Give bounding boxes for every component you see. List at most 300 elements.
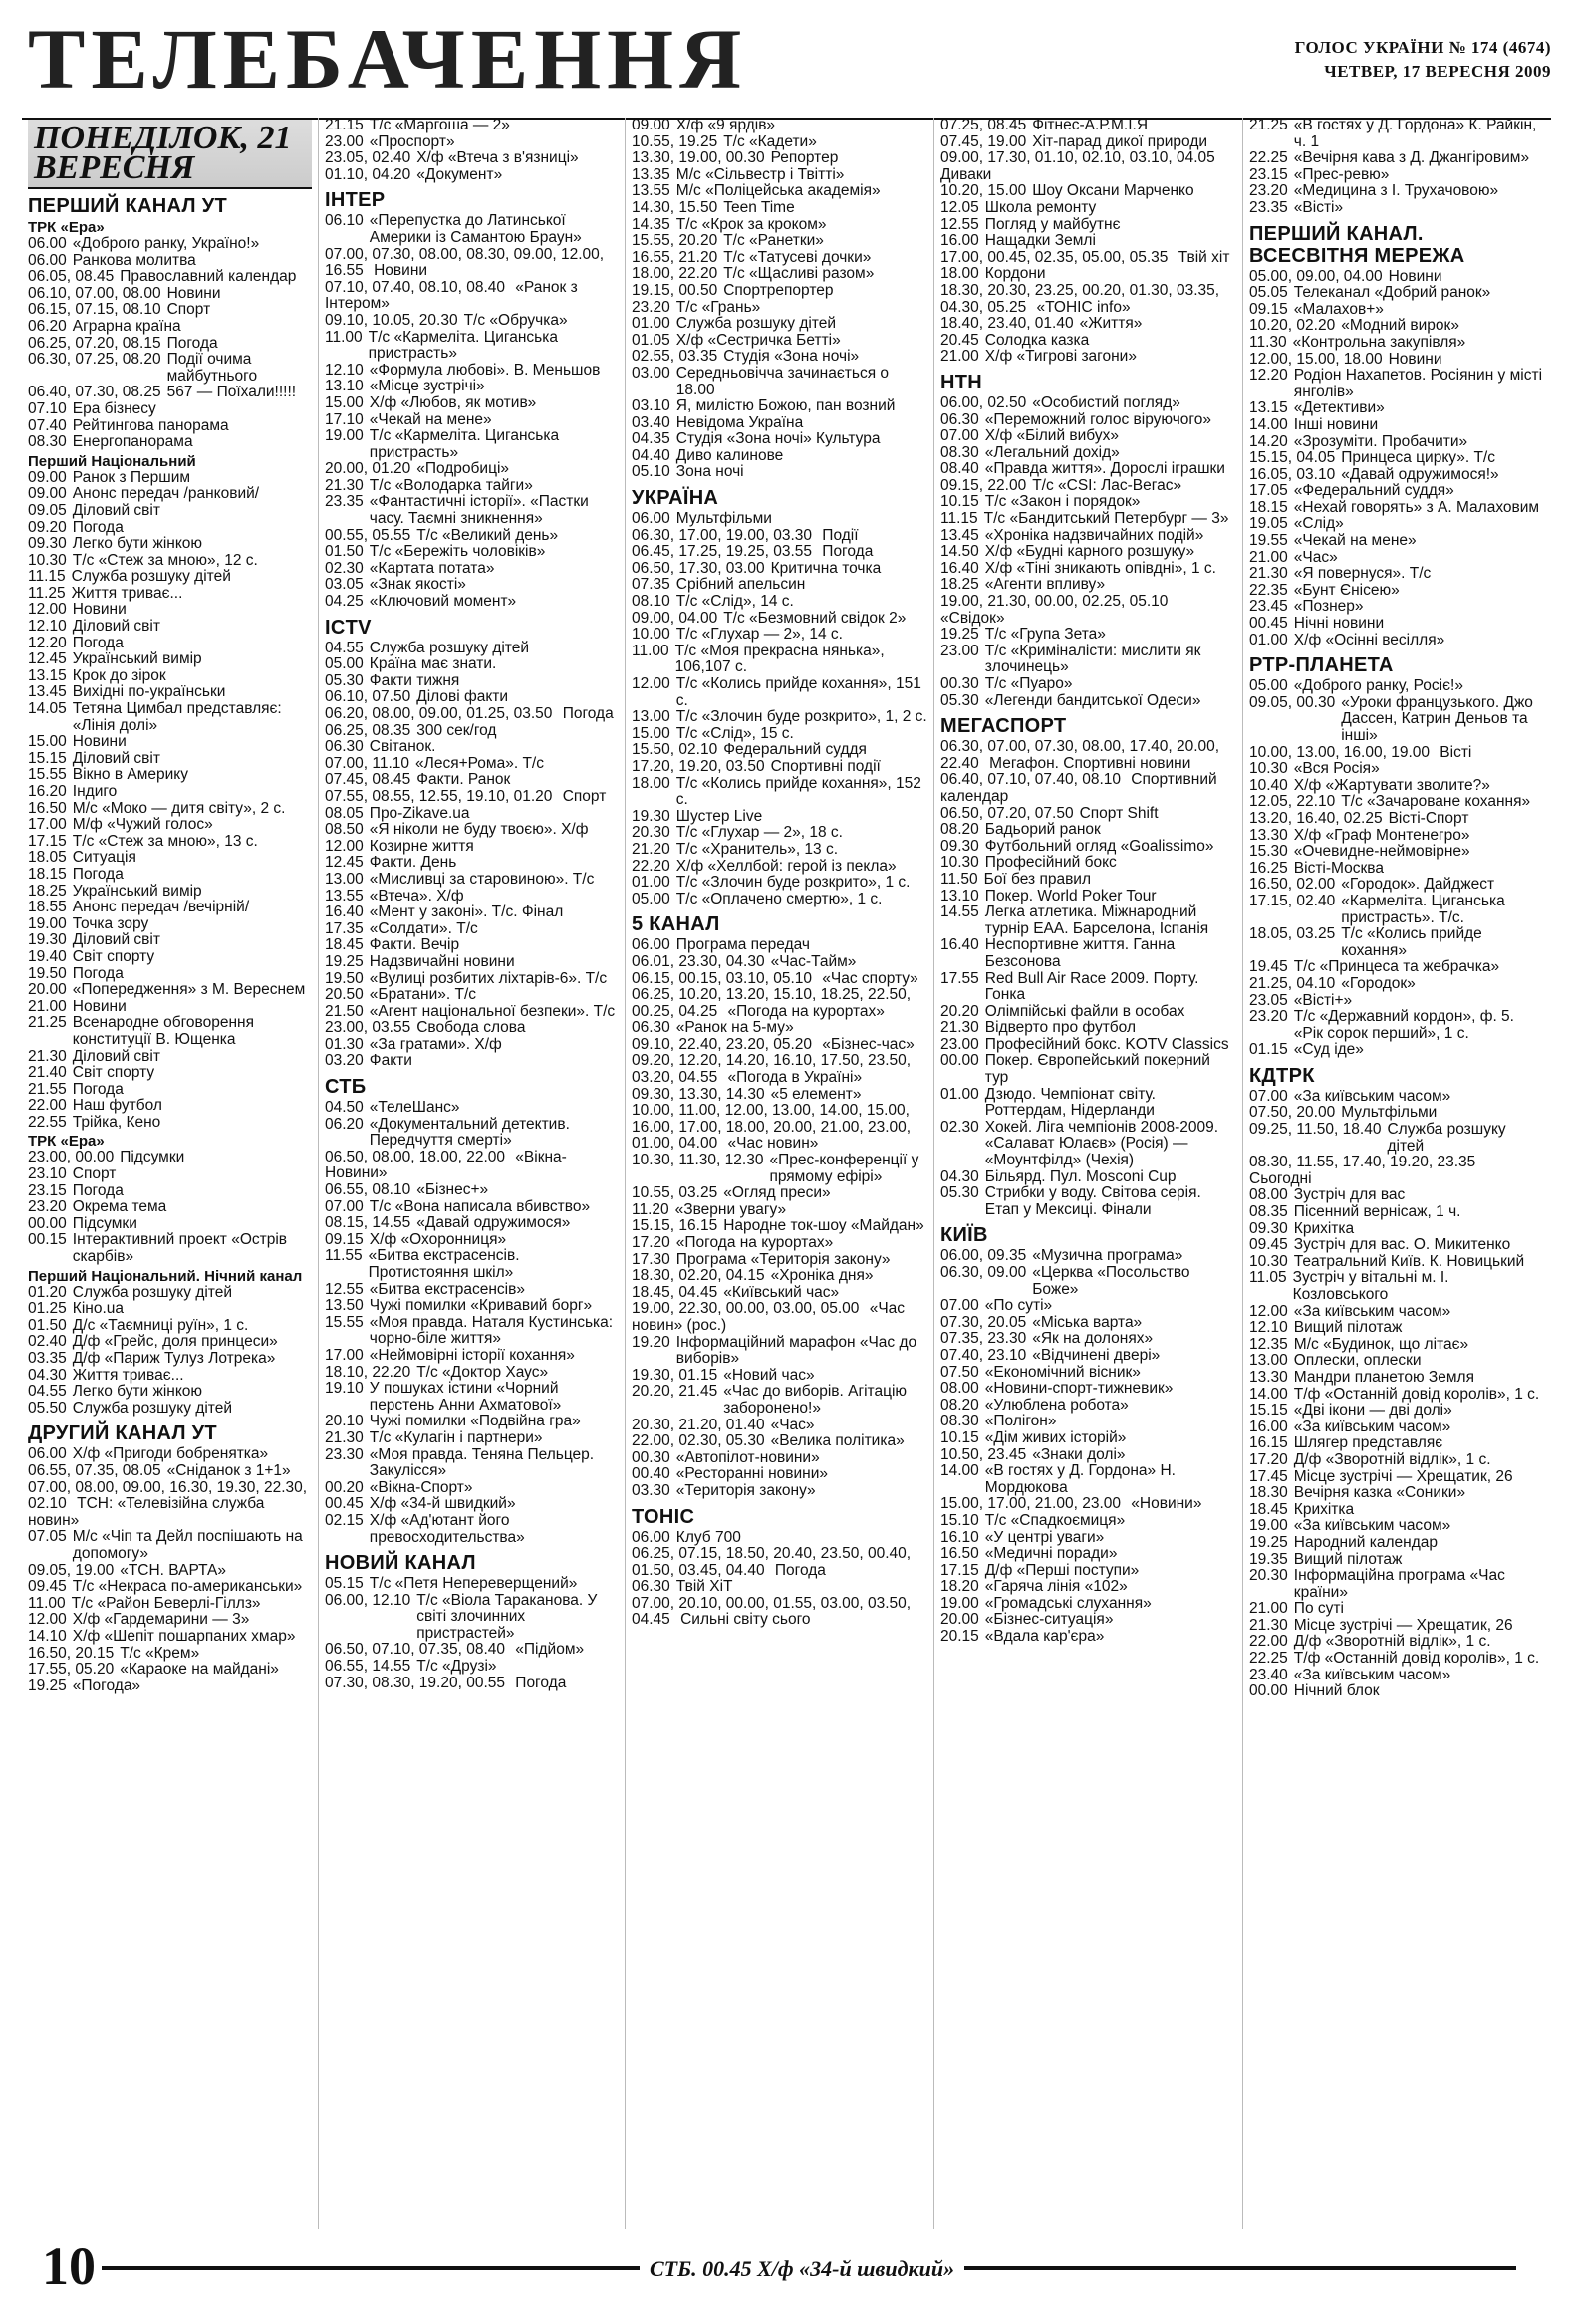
program-time: 05.00, 09.00, 04.00 xyxy=(1249,267,1383,285)
program-title: Х/ф «Будні карного розшуку» xyxy=(984,543,1195,561)
program-title: По суті xyxy=(1293,1600,1344,1618)
program-title: Т/с «Закон і порядок» xyxy=(984,493,1141,511)
program-time: 05.50 xyxy=(28,1399,67,1417)
program-row xyxy=(940,412,1236,429)
program-time: 07.50, 20.00 xyxy=(1249,1104,1336,1122)
program-time: 15.00 xyxy=(28,733,67,751)
program-title: М/с «Поліцейська академія» xyxy=(675,182,881,200)
program-title: Країна має знати. xyxy=(369,655,497,673)
program-row xyxy=(325,1593,619,1643)
program-title: Чужі помилки «Кривавий борг» xyxy=(369,1297,593,1315)
program-row xyxy=(28,1529,312,1562)
program-row xyxy=(1249,550,1545,567)
program-time: 09.00, 04.00 xyxy=(632,609,718,627)
program-title: Т/с «Хранитель», 13 с. xyxy=(675,840,839,858)
program-row xyxy=(632,1103,927,1153)
issue-date: ЧЕТВЕР, 17 ВЕРЕСНЯ 2009 xyxy=(1324,62,1551,81)
program-time: 17.20, 19.20, 03.50 xyxy=(632,757,765,775)
program-time: 18.15 xyxy=(28,865,67,883)
program-row xyxy=(325,544,619,561)
program-time: 18.00 xyxy=(940,265,979,283)
program-time: 05.30 xyxy=(940,1184,979,1202)
program-row xyxy=(632,349,927,366)
program-time: 13.35 xyxy=(632,165,670,183)
program-title: Погода xyxy=(515,1674,567,1691)
program-time: 01.50 xyxy=(325,543,364,561)
program-row xyxy=(28,651,312,668)
program-row xyxy=(325,689,619,706)
program-row xyxy=(28,1065,312,1082)
program-row xyxy=(632,1020,927,1037)
program-title: Т/с «Кармеліта. Циганська пристрасть» xyxy=(368,328,558,363)
program-time: 07.10 xyxy=(28,399,67,417)
program-time: 17.35 xyxy=(325,919,364,937)
program-title: Т/с «Колись прийде кохання», 151 с. xyxy=(675,675,921,709)
program-row xyxy=(1249,516,1545,533)
program-row xyxy=(940,478,1236,495)
program-time: 06.00 xyxy=(28,1445,67,1463)
program-time: 03.05 xyxy=(325,576,364,594)
program-time: 04.35 xyxy=(632,430,670,448)
program-time: 02.40 xyxy=(28,1333,67,1351)
program-time: 22.25 xyxy=(1249,149,1288,167)
program-title: Т/с «Кулагін і партнери» xyxy=(369,1428,543,1446)
program-time: 22.00, 02.30, 05.30 xyxy=(632,1432,765,1450)
program-title: Кордони xyxy=(984,265,1046,283)
program-title: Т/ф «Останній довід королів», 1 с. xyxy=(1293,1650,1540,1668)
program-title: Програма передач xyxy=(675,936,810,954)
program-time: 07.00 xyxy=(940,1297,979,1315)
program-title: «Полігон» xyxy=(984,1413,1057,1430)
program-title: Т/с «Колись прийде кохання», 152 с. xyxy=(675,774,921,809)
program-time: 18.05 xyxy=(28,849,67,867)
program-title: «Малахов+» xyxy=(1293,300,1384,318)
program-row xyxy=(632,709,927,726)
program-title: Т/с «Бандитський Петербург — 3» xyxy=(983,510,1229,528)
program-time: 06.00, 12.10 xyxy=(325,1591,411,1609)
program-row xyxy=(325,1576,619,1593)
program-title: Діловий світ xyxy=(72,749,160,767)
program-row xyxy=(940,1447,1236,1464)
program-time: 00.30 xyxy=(632,1448,670,1466)
program-time: 06.55, 07.35, 08.05 xyxy=(28,1461,161,1479)
program-title: «Я повернуся». Т/с xyxy=(1293,565,1432,583)
program-row xyxy=(632,809,927,826)
program-title: Х/ф «Любов, як мотив» xyxy=(369,393,537,411)
program-time: 22.55 xyxy=(28,1113,67,1131)
program-row xyxy=(28,636,312,652)
program-time: 04.30 xyxy=(28,1366,67,1384)
program-time: 11.50 xyxy=(940,870,978,888)
program-title: Український вимір xyxy=(72,882,202,900)
program-row xyxy=(632,1418,927,1434)
program-row xyxy=(940,1398,1236,1415)
program-row xyxy=(325,1414,619,1430)
program-row xyxy=(940,937,1236,970)
program-row xyxy=(28,503,312,520)
program-row xyxy=(325,1298,619,1315)
program-time: 09.05, 00.30 xyxy=(1249,693,1336,711)
program-row xyxy=(325,889,619,905)
program-time: 07.30, 20.05 xyxy=(940,1313,1027,1331)
program-time: 21.00 xyxy=(28,997,67,1015)
day-title: ПОНЕДІЛОК, 21 ВЕРЕСНЯ xyxy=(28,120,312,189)
program-title: Х/ф «Тигрові загони» xyxy=(984,348,1137,366)
program-title: Професійний бокс xyxy=(984,854,1117,872)
program-title: «Модний вирок» xyxy=(1341,317,1459,335)
program-row xyxy=(325,1150,619,1182)
program-time: 13.00 xyxy=(632,708,670,726)
program-title: Місце зустрічі — Хрещатик, 26 xyxy=(1293,1616,1513,1634)
program-title: Ера бізнесу xyxy=(72,399,156,417)
program-row xyxy=(632,1483,927,1500)
program-time: 08.35 xyxy=(1249,1203,1288,1221)
program-row xyxy=(1249,1552,1545,1569)
program-title: Діловий світ xyxy=(72,501,160,519)
program-row xyxy=(632,217,927,234)
program-title: Оплески, оплески xyxy=(1293,1352,1422,1370)
program-title: Спорт Shift xyxy=(1079,804,1159,822)
program-title: Т/с «Зачароване кохання» xyxy=(1341,793,1531,811)
program-time: 07.05 xyxy=(28,1528,67,1546)
program-time: 14.00 xyxy=(1249,1385,1288,1403)
program-row xyxy=(940,428,1236,445)
program-row xyxy=(632,464,927,481)
program-time: 01.00 xyxy=(940,1085,979,1103)
program-row xyxy=(632,366,927,398)
program-time: 05.30 xyxy=(325,671,364,689)
program-title: «Познер» xyxy=(1293,598,1364,616)
program-title: «Церква «Посольство Боже» xyxy=(1032,1264,1190,1298)
program-row xyxy=(940,150,1236,183)
program-title: «Вісті+» xyxy=(1293,991,1353,1009)
program-title: Т/с «Друзі» xyxy=(416,1658,497,1676)
program-title: Red Bull Air Race 2009. Порту. Гонка xyxy=(984,969,1199,1004)
program-title: Диваки xyxy=(940,165,992,183)
program-title: Новини xyxy=(72,601,127,619)
sub-channel-heading: Перший Національний xyxy=(28,452,196,470)
program-time: 19.00, 21.30, 00.00, 02.25, 05.10 xyxy=(940,593,1169,611)
program-time: 06.30, 09.00 xyxy=(940,1264,1027,1281)
program-title: Teen Time xyxy=(723,198,795,216)
program-row xyxy=(1249,400,1545,417)
program-time: 12.00, 15.00, 18.00 xyxy=(1249,350,1383,368)
program-time: 12.00 xyxy=(1249,1302,1288,1320)
program-row xyxy=(940,872,1236,889)
program-row xyxy=(28,884,312,901)
program-time: 10.30 xyxy=(940,854,979,872)
program-time: 07.00 xyxy=(1249,1087,1288,1105)
program-time: 03.10 xyxy=(632,397,670,415)
program-row xyxy=(1249,1469,1545,1486)
program-title: Ділові факти xyxy=(416,688,509,706)
program-title: Хокей. Ліга чемпіонів 2008-2009. «Салават Юлаєв» (Росія) — «Моунтфілд» (Чехія) xyxy=(984,1118,1219,1169)
program-row xyxy=(28,401,312,418)
program-title: «Федеральний суддя» xyxy=(1293,482,1454,500)
program-title: Т/с «Кадети» xyxy=(723,132,817,150)
program-title: Т/ф «Останній довід королів», 1 с. xyxy=(1293,1385,1540,1403)
program-title: «Фантастичні історії». «Пастки часу. Таємні зникнення» xyxy=(369,493,589,528)
program-title: «Документ» xyxy=(416,165,503,183)
program-row xyxy=(325,363,619,380)
program-title: ТСН: «Телевізійна служба новин» xyxy=(28,1495,265,1529)
program-time: 12.00 xyxy=(632,675,670,692)
program-row xyxy=(28,668,312,685)
program-row xyxy=(1249,450,1545,467)
program-time: 12.05, 22.10 xyxy=(1249,793,1336,811)
program-time: 16.50, 20.15 xyxy=(28,1644,115,1662)
program-time: 09.45 xyxy=(1249,1236,1288,1254)
program-title: Трійка, Кено xyxy=(72,1113,161,1131)
program-title: «Медичні поради» xyxy=(984,1545,1118,1563)
program-time: 17.55, 05.20 xyxy=(28,1661,115,1678)
program-row xyxy=(1249,1204,1545,1221)
program-row xyxy=(1249,500,1545,517)
program-time: 12.00 xyxy=(28,601,67,619)
program-title: «Вісті» xyxy=(1293,198,1344,216)
program-row xyxy=(940,461,1236,478)
program-title: Репортер xyxy=(770,149,839,167)
program-row xyxy=(632,1466,927,1483)
program-time: 19.25 xyxy=(940,626,979,644)
program-title: Фітнес-А.Р.М.І.Я xyxy=(1032,118,1149,133)
program-title: «Давай одружимося!» xyxy=(1341,465,1499,483)
program-title: «Мисливці за старовиною». Т/с xyxy=(369,870,595,888)
program-time: 06.30, 07.25, 08.20 xyxy=(28,351,161,369)
program-row xyxy=(325,1100,619,1117)
program-time: 06.05, 08.45 xyxy=(28,268,115,286)
program-time: 10.00, 13.00, 16.00, 19.00 xyxy=(1249,743,1435,761)
program-time: 16.40 xyxy=(940,936,979,954)
program-title: «Нехай говорять» з А. Малаховим xyxy=(1293,498,1540,516)
program-row xyxy=(1249,1089,1545,1106)
channel-heading: НТН xyxy=(940,371,983,393)
program-time: 15.15 xyxy=(28,749,67,767)
program-time: 16.25 xyxy=(1249,859,1288,877)
program-row xyxy=(632,742,927,759)
program-time: 06.15, 00.15, 03.10, 05.10 xyxy=(632,969,817,987)
program-time: 19.35 xyxy=(1249,1550,1288,1568)
program-time: 07.00, 20.10, 00.00, 01.55, 03.00, 03.50, 04.45 xyxy=(632,1594,912,1629)
program-title: У пошуках істини «Чорний перстень Анни Ахматової» xyxy=(369,1380,562,1414)
program-title: Мультфільми xyxy=(1341,1104,1438,1122)
program-title: Неспортивне життя. Ганна Безсонова xyxy=(984,936,1176,970)
program-title: Т/с «Стеж за мною», 12 с. xyxy=(72,551,258,569)
program-time: 14.05 xyxy=(28,700,67,718)
program-row xyxy=(1249,599,1545,616)
program-row xyxy=(28,949,312,966)
program-title: Відверто про футбол xyxy=(984,1019,1137,1037)
program-row xyxy=(940,1265,1236,1298)
program-row xyxy=(325,1430,619,1447)
program-row xyxy=(325,1496,619,1513)
program-title: Служба розшуку дітей xyxy=(1387,1121,1506,1155)
program-time: 18.00 xyxy=(632,774,670,792)
program-title: «Місце зустрічі» xyxy=(369,378,485,395)
program-title: «Прес-ревю» xyxy=(1293,165,1390,183)
program-time: 08.05 xyxy=(325,804,364,822)
program-time: 18.55 xyxy=(28,899,67,916)
program-title: «Правда життя». Дорослі іграшки xyxy=(984,460,1225,478)
program-time: 07.40, 23.10 xyxy=(940,1346,1027,1364)
program-row xyxy=(325,706,619,723)
program-time: 04.40 xyxy=(632,446,670,464)
program-row xyxy=(325,1215,619,1232)
program-time: 08.30 xyxy=(940,443,979,461)
program-title: Місце зустрічі — Хрещатик, 26 xyxy=(1293,1467,1513,1485)
program-title: «Свідок» xyxy=(940,609,1005,627)
program-time: 06.30 xyxy=(325,738,364,756)
program-title: Про-Zikave.ua xyxy=(369,804,470,822)
program-row xyxy=(28,834,312,851)
program-row xyxy=(1249,483,1545,500)
channel-heading: КДТРК xyxy=(1249,1064,1315,1087)
program-title: Підсумки xyxy=(120,1149,185,1166)
program-title: «Документальний детектив. Передчуття смерті» xyxy=(369,1115,570,1150)
program-row xyxy=(940,544,1236,561)
program-title: Покер. Європейський покерний тур xyxy=(984,1052,1210,1087)
program-row xyxy=(632,1268,927,1285)
program-title: Шлягер представляє xyxy=(1293,1434,1443,1452)
program-title: «Громадські слухання» xyxy=(984,1594,1152,1612)
program-title: «Мент у законі». Т/с. Фінал xyxy=(369,904,564,921)
program-time: 23.20 xyxy=(1249,1008,1288,1026)
program-title: «Переможний голос віруючого» xyxy=(984,410,1211,428)
program-time: 21.40 xyxy=(28,1064,67,1082)
program-time: 20.30, 21.20, 01.40 xyxy=(632,1416,765,1433)
program-title: «Картата потата» xyxy=(369,559,495,577)
program-title: «Городок». Дайджест xyxy=(1341,876,1495,894)
program-time: 03.30 xyxy=(632,1481,670,1499)
program-row xyxy=(28,801,312,818)
program-title: Т/с «Злочин буде розкрито», 1, 2 с. xyxy=(675,708,927,726)
program-row xyxy=(325,756,619,773)
program-time: 17.45 xyxy=(1249,1467,1288,1485)
program-title: Т/с «Оплачено смертю», 1 с. xyxy=(675,890,883,907)
program-row xyxy=(632,415,927,432)
sub-channel-heading: ТРК «Ера» xyxy=(28,1133,105,1151)
program-row xyxy=(632,954,927,971)
program-time: 07.40 xyxy=(28,416,67,434)
program-row xyxy=(325,772,619,789)
program-time: 03.35 xyxy=(28,1350,67,1367)
program-row xyxy=(940,316,1236,333)
program-time: 11.05 xyxy=(1249,1269,1287,1287)
program-row xyxy=(28,1049,312,1066)
program-row xyxy=(940,445,1236,462)
program-title: Покер. World Poker Tour xyxy=(984,887,1157,904)
program-title: Вісті-Москва xyxy=(1293,859,1384,877)
program-time: 21.00 xyxy=(1249,1600,1288,1618)
program-title: «Доброго ранку, Україно!» xyxy=(72,235,260,252)
program-row xyxy=(1249,285,1545,302)
program-time: 10.00, 11.00, 12.00, 13.00, 14.00, 15.00, 16.00, 17.00, 18.00, 20.00, 21.00, 23.00, 01.00, 04.00 xyxy=(632,1102,912,1153)
program-title: Середньовічча зачинається о 18.00 xyxy=(675,364,890,398)
program-row xyxy=(1249,1403,1545,1420)
program-title: «Знак якості» xyxy=(369,576,466,594)
program-time: 19.10 xyxy=(325,1380,364,1398)
program-title: Погода xyxy=(72,1080,124,1098)
channel-heading: ICTV xyxy=(325,616,372,639)
program-title: Аграрна країна xyxy=(72,317,181,335)
program-time: 06.55, 14.55 xyxy=(325,1658,411,1676)
program-title: Сьогодні xyxy=(1249,1169,1312,1187)
program-row xyxy=(28,1579,312,1596)
program-time: 11.15 xyxy=(28,568,66,586)
program-title: «Час новин» (рос.) xyxy=(632,1300,906,1334)
program-title: «В гостях у Д. Гордона» К. Райкін, ч. 1 xyxy=(1293,118,1537,150)
program-row xyxy=(940,1463,1236,1496)
program-time: 20.20, 21.45 xyxy=(632,1383,718,1401)
program-row xyxy=(1249,678,1545,695)
program-time: 00.00 xyxy=(940,1052,979,1070)
program-title: Служба розшуку дітей xyxy=(72,1399,233,1417)
program-time: 23.15 xyxy=(28,1181,67,1199)
program-title: Легка атлетика. Міжнародний турнір ЕАА. Барселона, Іспанія xyxy=(984,904,1209,937)
program-time: 00.15 xyxy=(28,1231,67,1249)
program-row xyxy=(940,1331,1236,1348)
program-title: «Погода» xyxy=(72,1677,141,1694)
program-time: 19.30 xyxy=(28,931,67,949)
program-title: Програма «Територія закону» xyxy=(675,1250,891,1268)
program-row xyxy=(940,250,1236,267)
program-row xyxy=(1249,1568,1545,1601)
program-title: «Вся Росія» xyxy=(1293,760,1380,778)
program-row xyxy=(1249,335,1545,352)
program-row xyxy=(28,1199,312,1216)
program-title: Д/ф «Зворотній відлік», 1 с. xyxy=(1293,1633,1491,1651)
program-title: «Легальний дохід» xyxy=(984,443,1120,461)
program-time: 20.45 xyxy=(940,331,979,349)
program-row xyxy=(940,1185,1236,1218)
program-time: 06.25, 10.20, 13.20, 15.10, 18.25, 22.50, 00.25, 04.25 xyxy=(632,986,912,1020)
program-row xyxy=(632,611,927,628)
program-row xyxy=(632,316,927,333)
program-row xyxy=(1249,894,1545,926)
program-row xyxy=(632,726,927,743)
program-time: 09.30 xyxy=(940,837,979,855)
program-title: Д/ф «Зворотній відлік», 1 с. xyxy=(1293,1450,1491,1468)
program-row xyxy=(28,999,312,1016)
program-time: 22.00 xyxy=(1249,1633,1288,1651)
program-time: 12.55 xyxy=(325,1280,364,1298)
program-time: 03.40 xyxy=(632,413,670,431)
program-title: Кіно.ua xyxy=(72,1300,124,1318)
program-title: «По суті» xyxy=(984,1297,1053,1315)
program-time: 15.55 xyxy=(325,1313,364,1331)
program-title: Мегафон. Спортивні новини xyxy=(989,754,1191,772)
program-time: 11.00 xyxy=(325,328,363,346)
program-row xyxy=(28,269,312,286)
program-row xyxy=(28,1232,312,1265)
program-time: 21.00 xyxy=(1249,548,1288,566)
program-title: «Хроніка дня» xyxy=(770,1267,874,1285)
program-title: «Втеча». Х/ф xyxy=(369,887,464,904)
program-time: 09.05, 19.00 xyxy=(28,1561,115,1579)
program-row xyxy=(940,693,1236,710)
program-title: Мандри планетою Земля xyxy=(1293,1368,1474,1386)
program-title: Т/с «Слід», 15 с. xyxy=(675,724,794,742)
program-row xyxy=(632,134,927,151)
program-time: 12.55 xyxy=(940,215,979,233)
program-time: 20.00 xyxy=(28,981,67,999)
program-row xyxy=(940,217,1236,234)
program-title: Крихітка xyxy=(1293,1500,1355,1518)
program-time: 06.50, 07.10, 07.35, 08.40 xyxy=(325,1641,510,1659)
program-time: 06.50, 07.20, 07.50 xyxy=(940,804,1074,822)
program-title: «Погода на курортах» xyxy=(727,1002,885,1020)
column-5 xyxy=(1243,118,1551,2229)
